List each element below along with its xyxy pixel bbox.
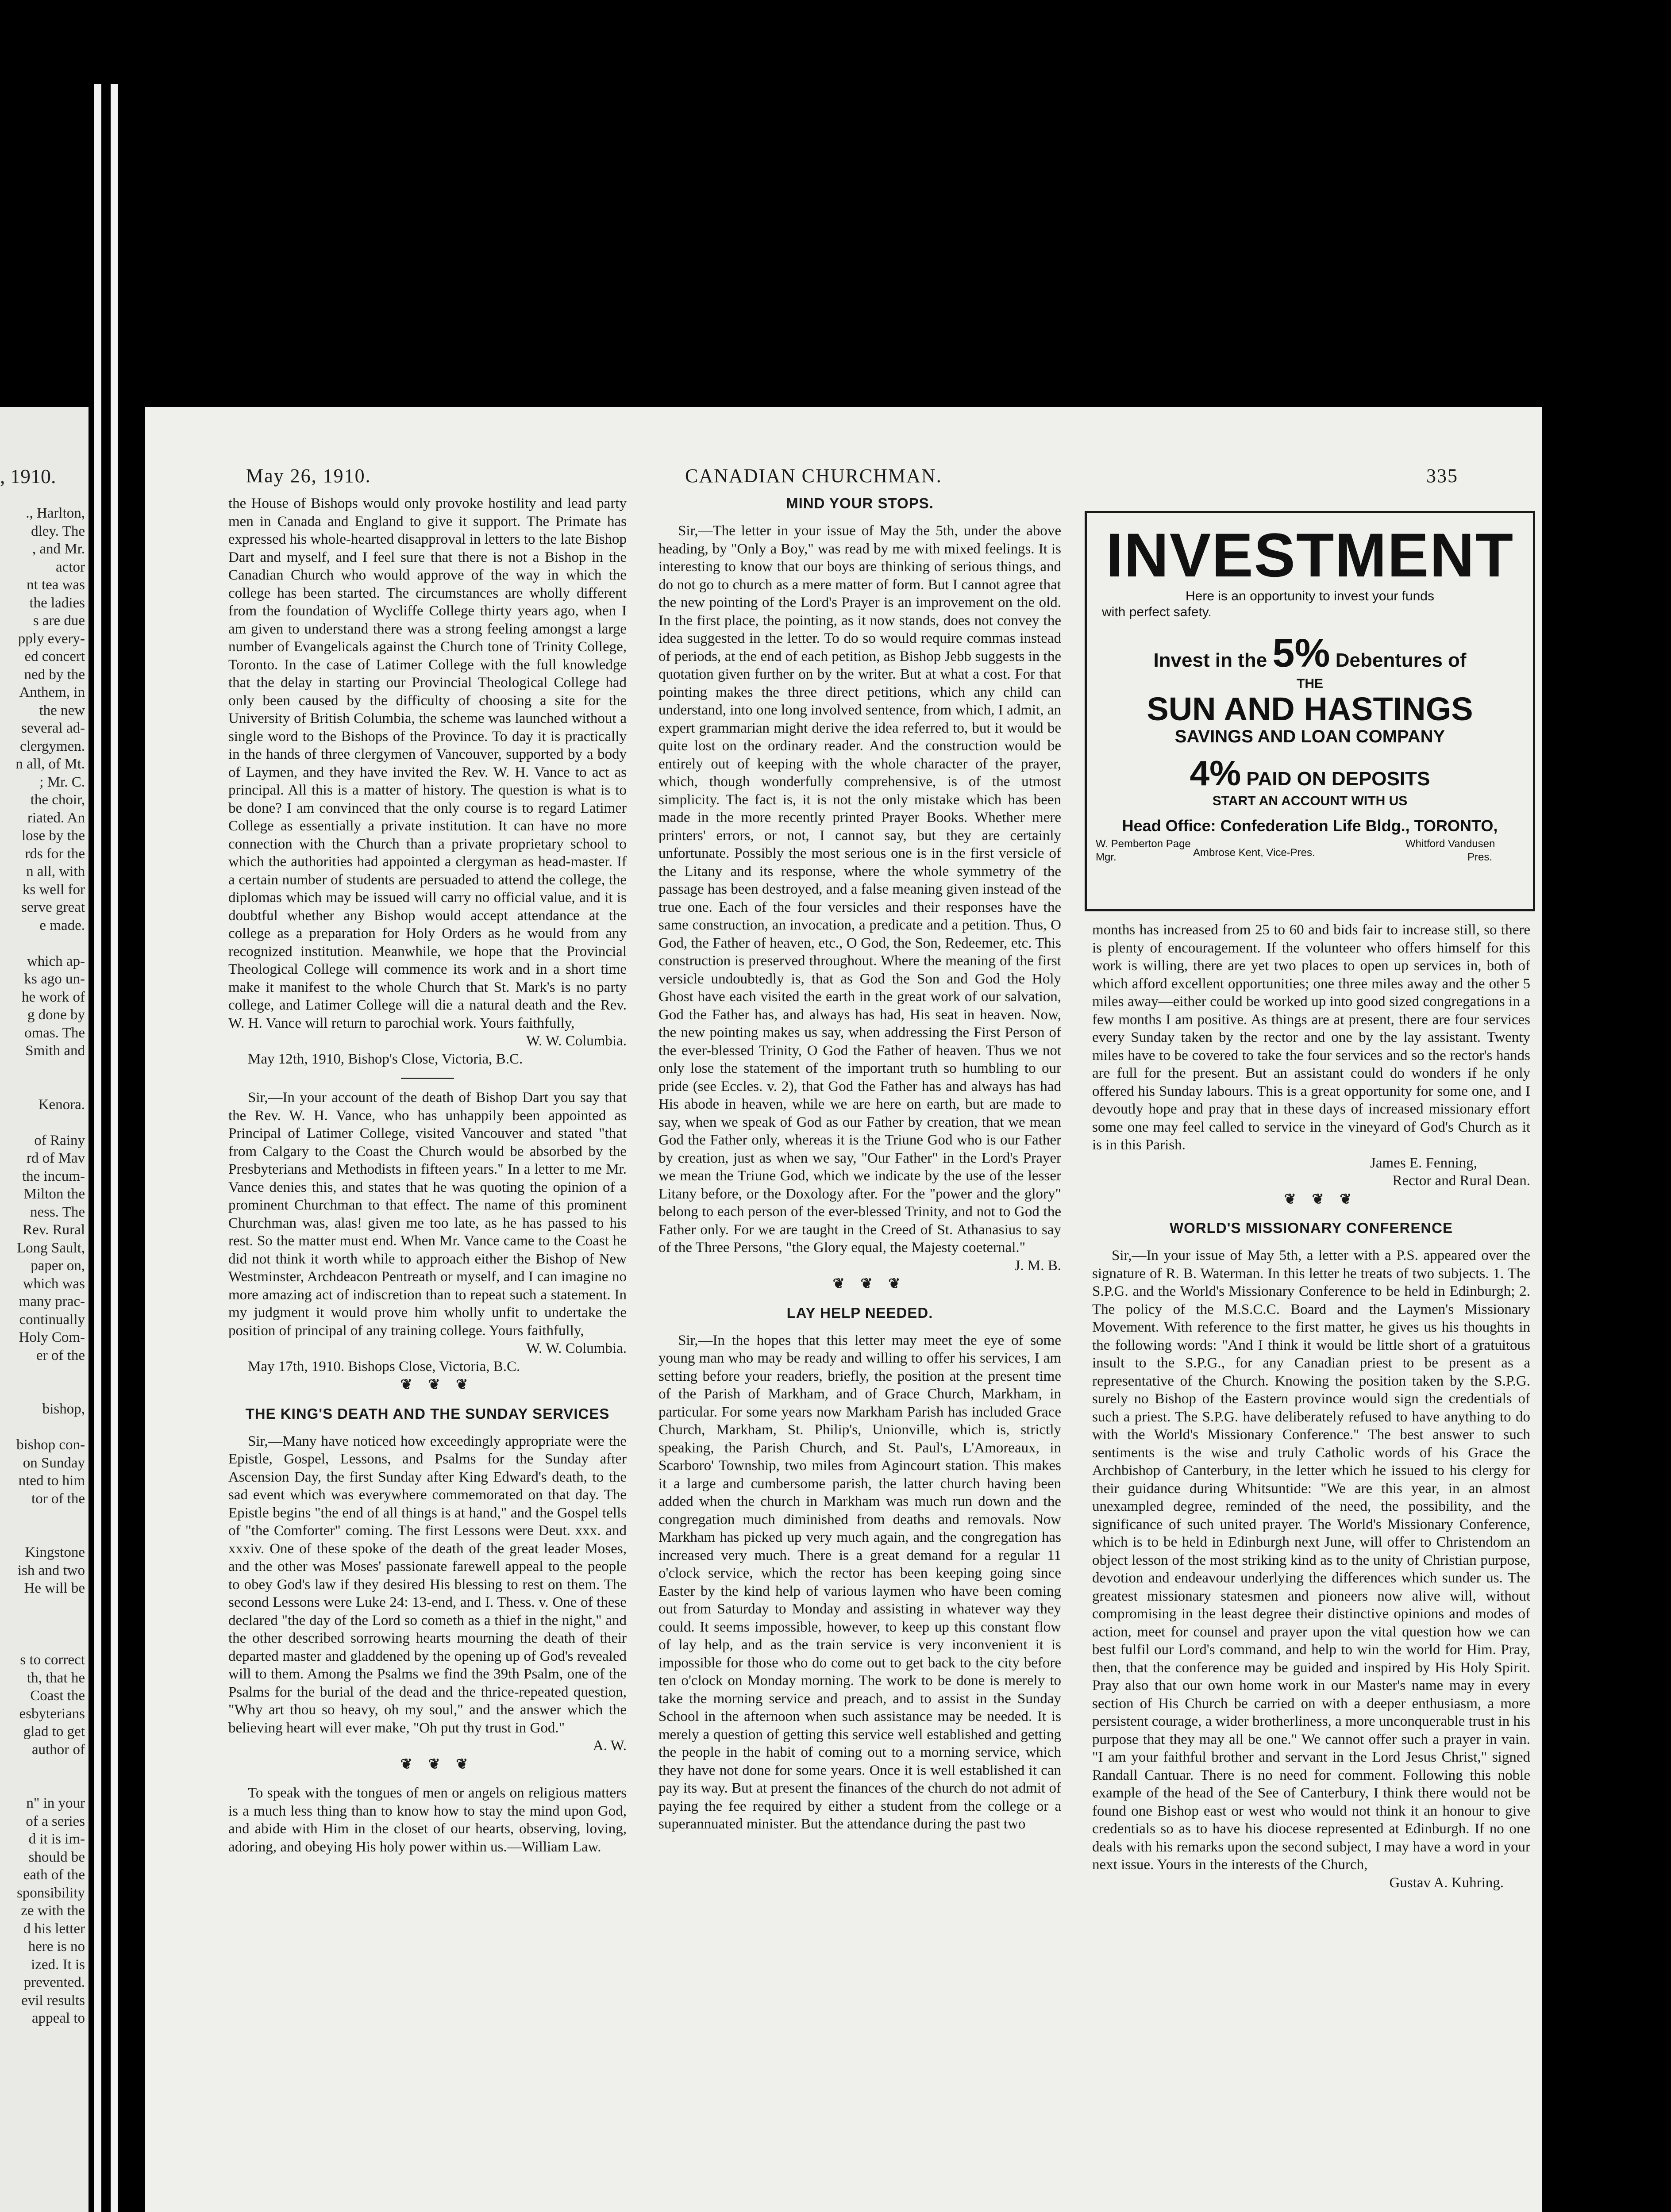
newspaper-page bbox=[145, 407, 1542, 2212]
article-heading: THE KING'S DEATH AND THE SUNDAY SERVICES bbox=[245, 1405, 610, 1422]
ad-line: Here is an opportunity to invest your funds bbox=[1186, 589, 1434, 603]
column-1 bbox=[228, 495, 627, 1856]
article-heading: MIND YOUR STOPS. bbox=[786, 495, 934, 511]
ad-invest-percent: 5% bbox=[1272, 631, 1330, 676]
signature: W. W. Columbia. bbox=[526, 1340, 627, 1356]
previous-page-text: ., Harlton, dley. The , and Mr. actor nt tea was the ladies s are due pply every- ed concert ned by the Anthem, in the new several ad- clergymen. n all, of Mt. ; Mr. C. the choir, riated. An lose by the rds for the n all, with ks well for serve great e made. which ap- ks ago un- he work of g done by omas. The Smith and Kenora. of Rainy rd of Mav the incum- Milton the ness. The Rev. Rural Long Sault, paper on, which was many prac- continually Holy Com- er of the bishop, bishop con- on Sunday nted to him tor of the Kingstone ish and two He will be s to correct th, that he Coast the esbyterians glad to get author of n" in your of a series d it is im- should be eath of the sponsibility ze with the d his letter here is no ized. It is prevented. evil results appeal to bbox=[15, 505, 85, 2026]
ornament: ❦ ❦ ❦ bbox=[400, 1376, 474, 1392]
ad-line: with perfect safety. bbox=[1102, 605, 1212, 619]
ad-company-name: SUN AND HASTINGS bbox=[1147, 691, 1473, 727]
signature: James E. Fenning, bbox=[1370, 1155, 1477, 1171]
ad-head-office: Head Office: Confederation Life Bldg., TORONTO, bbox=[1122, 817, 1498, 835]
previous-page-date: , 1910. bbox=[0, 465, 56, 488]
signature: W. W. Columbia. bbox=[526, 1033, 627, 1049]
article-text: months has increased from 25 to 60 and bids fair to increase still, so there is plenty of encouragement. If the volunteer who offers himself for this work is willing, there are yet two places to open up services in, both of which afford excellent opportunities; one three miles away and the other 5 miles away—either could be worked up into good sized congregations in a few months I am positive. As things are at present, there are four services every Sunday taken by the rector and one by the lay assistant. Twenty miles have to be covered to take the four services and so the rector's hands are full for the present. But an assistant could do wonders if he only offered his Sunday labours. This is a great opportunity for some one, and I devoutly hope and pray that in these days of increased missionary effort some one may feel called to service in the vineyard of God's Church as it is in this Parish. bbox=[1092, 922, 1530, 1153]
article-text: Sir,—In the hopes that this letter may meet the eye of some young man who may be ready and willing to offer his services, I am setting before your readers, briefly, the position at the present time of the Parish of Markham, and of Grace Church, Markham, in particular. For some years now Markham Parish has included Grace Church, Markham, St. Philip's, Unionville, which is, strictly speaking, the Parish Church, and St. Paul's, L'Amoreaux, in Scarboro' Township, two miles from Agincourt station. This makes it a large and cumbersome parish, the latter church having been added when the church in Markham was much run down and the congregation much diminished from deaths and removals. Now Markham has picked up very much again, and the congregation has increased very much. There is a great demand for a regular 11 o'clock service, which the rector has been keeping going since Easter by the kind help of various laymen who have been coming out from Saturday to Monday and assisting in whatever way they could. It seems impossible, however, to keep up this constant flow of lay help, and as the train service is very inconvenient it is impossible for those who do come out to get back to the city before ten o'clock on Monday morning. The work to be done is merely to take the morning service and preach, and to assist in the Sunday School in the afternoon when such assistance may be needed. It is merely a question of getting this service well established and getting the people in the habit of coming out to a morning service, which they have not done for some years. Once it is well established it can pay its way. But at present the finances of the church do not admit of paying the fee required by either a student from the college or a superannuated minister. But the attendance during the past two bbox=[658, 1332, 1061, 1832]
signature: J. M. B. bbox=[1014, 1257, 1061, 1274]
ad-title: INVESTMENT bbox=[1105, 520, 1514, 590]
film-bar-right bbox=[111, 84, 118, 2212]
article-heading: WORLD'S MISSIONARY CONFERENCE bbox=[1169, 1220, 1453, 1236]
article-text: the House of Bishops would only provoke hostility and lead party men in Canada and England to give it support. The Primate has expressed his whole-hearted disapproval in letters to the late Bishop Dart and myself, and I feel sure that there is not a Bishop in the Canadian Church who would approve of the way in which the college has been started. The circumstances are wholly different from the foundation of Wycliffe College thirty years ago, when I am given to understand there was a strong feeling amongst a large number of Evangelicals against the Church tone of Trinity College, Toronto. In the case of Latimer College with the full knowledge that the delay in starting our Provincial Theological College had only been caused by the difficulty of choosing a site for the University of British Columbia, the scheme was launched without a single word to the Bishops of the Province. To day it is practically in the hands of three clergymen of Vancouver, supported by a body of Laymen, and they have invited the Rev. W. H. Vance to act as principal. All this is a matter of history. The question is what is to be done? I am convinced that the only course is to regard Latimer College as essentially a private institution. It can have no more connection with the Church than a private proprietary school to which the authorities had appointed a clergyman as head-master. If a certain number of students are persuaded to attend the college, the diplomas which may be issued will carry no official value, and it is doubtful whether any Bishop would accept attendance at the college as a preparation for Holy Orders as he would from any recognized institution. Meanwhile, we hope that the Provincial Theological College will commence its work and in a short time make it manifest to the whole Church that St. Mark's is no party college, and Latimer College will die a natural death and the Rev. W. H. Vance will return to parochial work. Yours faithfully, bbox=[228, 495, 627, 1031]
ad-officer: Whitford Vandusen bbox=[1405, 838, 1495, 850]
ad-invest-line bbox=[1087, 631, 1533, 676]
ad-officer: Ambrose Kent, Vice-Pres. bbox=[1193, 847, 1315, 859]
page-number: 335 bbox=[1426, 465, 1458, 487]
divider bbox=[401, 1078, 454, 1079]
ad-officer-title: Mgr. bbox=[1096, 851, 1117, 863]
quote-text: To speak with the tongues of men or angels on religious matters is a much less thing than to know how to stay the mind upon God, and abide with Him in the closet of our hearts, observing, loving, adoring, and obeying His holy power within us.—William Law. bbox=[228, 1785, 627, 1855]
ornament: ❦ ❦ ❦ bbox=[832, 1275, 907, 1291]
investment-advertisement bbox=[1085, 511, 1535, 911]
ad-start-account: START AN ACCOUNT WITH US bbox=[1212, 794, 1408, 808]
ad-officer-title: Pres. bbox=[1467, 851, 1493, 863]
ornament: ❦ ❦ ❦ bbox=[1284, 1190, 1358, 1207]
dateline: May 12th, 1910, Bishop's Close, Victoria, B.C. bbox=[248, 1051, 523, 1067]
dateline: May 17th, 1910. Bishops Close, Victoria, B.C. bbox=[248, 1358, 520, 1375]
article-text: Sir,—In your issue of May 5th, a letter with a P.S. appeared over the signature of R. B. Waterman. In this letter he treats of two subjects. 1. The S.P.G. and the World's Missionary Conference to be held in Edinburgh; 2. The policy of the M.S.C.C. Board and the Laymen's Missionary Movement. With reference to the first matter, he gives us his thoughts in the following words: "And I think it would be little short of a gratuitous insult to the S.P.G., for any Canadian priest to be present as a representative of the Church. Knowing the position taken by the S.P.G. surely no Bishop of the Eastern province would sign the credentials of such a priest. The S.P.G. have deliberately refused to have anything to do with the World's Missionary Conference." The best answer to such sentiments is the wise and truly Catholic words of his Grace the Archbishop of Canterbury, in the letter which he issued to his clergy for their guidance during Whitsuntide: "We are this year, in an almost unexampled degree, reminded of the need, the possibility, and the significance of such united prayer. The World's Missionary Conference, which is to be held in Edinburgh next June, will offer to Christendom an object lesson of the most striking kind as to the unity of Christian purpose, devotion and endeavour underlying the differences which sunder us. The greatest missionary statesmen and pioneers now alive will, without compromising in the least degree their distinctive opinions and modes of action, meet for counsel and prayer upon the vital question how we can best fulfil our Lord's command, and help to win the world for Him. Pray, then, that the conference may be guided and inspired by His Holy Spirit. Pray also that our own home work in our Master's name may in every section of His Church be carried on with a deeper enthusiasm, a more persistent courage, a wider brotherliness, a more unconquerable trust in his purpose that they may all be one." We cannot offer such a prayer in vain. "I am your faithful brother and servant in the Lord Jesus Christ," signed Randall Cantuar. There is no need for comment. Following this noble example of the head of the See of Canterbury, I think there would not be found one Bishop east or west who would not think it an honour to give credentials so as to have his diocese represented at Edinburgh. If no one deals with his remarks upon the second subject, I may have a word in your next issue. Yours in the interests of the Church, bbox=[1092, 1248, 1530, 1873]
ad-invest-pre: Invest in the bbox=[1153, 649, 1267, 671]
signature: Gustav A. Kuhring. bbox=[1389, 1874, 1504, 1891]
previous-page-fragment bbox=[0, 407, 89, 2212]
article-text: Sir,—Many have noticed how exceedingly appropriate were the Epistle, Gospel, Lessons, and Psalms for the Sunday after Ascension Day, the first Sunday after King Edward's death, to the sad event which was everywhere commemorated on that day. The Epistle begins "the end of all things is at hand," and the Gospel tells of "the Comforter" coming. The first Lessons were Deut. xxx. and xxxiv. One of these spoke of the death of the great leader Moses, and the other was Moses' passionate farewell appeal to the people to obey God's law if they desired His blessing to rest on them. The second Lessons were Luke 24: 13-end, and I. Thess. v. One of these declared "the day of the Lord so cometh as a thief in the night," and the other described sorrowing hearts mourning the death of their departed master and gladdened by the opening up of God's revealed will to them. Among the Psalms we find the 39th Psalm, one of the Psalms for the burial of the dead and the thrice-repeated question, "Why art thou so heavy, oh my soul," and the answer which the believing heart will ever make, "Oh put thy trust in God." bbox=[228, 1433, 627, 1736]
ad-officers bbox=[1087, 838, 1533, 873]
ad-invest-post: Debentures of bbox=[1335, 649, 1467, 671]
ad-company-subtitle: SAVINGS AND LOAN COMPANY bbox=[1174, 727, 1445, 746]
film-bar-left bbox=[94, 84, 101, 2212]
ad-the: THE bbox=[1297, 676, 1323, 691]
article-heading: LAY HELP NEEDED. bbox=[786, 1304, 933, 1321]
ornament: ❦ ❦ ❦ bbox=[400, 1755, 474, 1772]
article-text: Sir,—The letter in your issue of May the 5th, under the above heading, by "Only a Boy," was read by me with mixed feelings. It is interesting to know that our boys are thinking of serious things, and do not go to church as a mere matter of form. But I cannot agree that the new pointing of the Lord's Prayer is an improvement on the old. In the first place, the pointing, as it now stands, does not convey the idea suggested in the letter. To do so would require commas instead of periods, at the end of each petition, as Bishop Jebb suggests in the quotation given further on by the writer. But at what a cost. For that pointing makes the three direct petitions, which any child can understand, into one long involved sentence, from which, I admit, an expert grammarian might derive the idea referred to, but it would be quite lost on the ordinary reader. And the construction would be entirely out of keeping with the whole character of the prayer, which, though wonderfully comprehensive, is of the utmost simplicity. The fact is, it is not the only mistake which has been made in the more recently printed Prayer Books. Whether mere printers' errors, or not, I cannot say, but they are certainly unfortunate. Possibly the most serious one is in the first versicle of the Litany and its response, where the whole symmetry of the passage has been destroyed, and a false meaning given instead of the true one. Each of the four versicles and their responses have the same construction, an invocation, a predicate and a petition. Thus, O God, the Father of heaven, etc., O God, the Son, Redeemer, etc. This construction is preserved throughout. Where the meaning of the first versicle undoubtedly is, that as God the Son and God the Holy Ghost have each visited the earth in the great work of our salvation, God the Father has, and always has had, His seat in heaven. Now, the new pointing makes us say, when addressing the First Person of the ever-blessed Trinity, O God the Father of heaven. Thus we not only lose the statement of the important truth so humbling to our pride (see Eccles. v. 2), that God the Father has and always has had His abode in heaven, while we are here on earth, but are made to say, when we speak of God as our Father by creation, that we mean God the Father only, whereas it is the Triune God who is our Father by creation, just as when we say, "Our Father" in the Lord's Prayer we mean the Triune God, which we indicate by the use of the lesser Litany before, or the Doxology after. For the "power and the glory" belong to each person of the ever-blessed Trinity, and not to God the Father only. For we are taught in the Creed of St. Athanasius to say of the Three Persons, "the Glory equal, the Majesty coeternal." bbox=[658, 523, 1061, 1256]
column-2 bbox=[658, 495, 1061, 1833]
signature: A. W. bbox=[593, 1738, 627, 1754]
ad-deposit-line bbox=[1087, 753, 1533, 794]
page-date: May 26, 1910. bbox=[246, 465, 371, 487]
masthead-title: CANADIAN CHURCHMAN. bbox=[685, 465, 942, 487]
signature-title: Rector and Rural Dean. bbox=[1392, 1173, 1530, 1189]
ad-deposit-percent: 4% bbox=[1190, 753, 1241, 793]
article-text: Sir,—In your account of the death of Bishop Dart you say that the Rev. W. H. Vance, who has unhappily been appointed as Principal of Latimer College, visited Vancouver and stated "that from Calgary to the Coast the Church would be absorbed by the Presbyterians and Methodists in fifteen years." In a letter to me Mr. Vance denies this, and states that he was quoting the opinion of a prominent Churchman to that effect. The name of this prominent Churchman was, alas! given me too late, as he has passed to his rest. So the matter must end. When Mr. Vance came to the Coast he did not think it worth while to approach either the Bishop of New Westminster, Archdeacon Pentreath or myself, and I can imagine no more amazing act of indiscretion than to repeat such a statement. In my judgment it would prove him wholly unfit to undertake the position of principal of any training college. Yours faithfully, bbox=[228, 1090, 627, 1339]
ad-deposit-text: PAID ON DEPOSITS bbox=[1246, 768, 1430, 790]
column-3 bbox=[1092, 921, 1530, 1892]
ad-officer: W. Pemberton Page bbox=[1096, 838, 1191, 850]
